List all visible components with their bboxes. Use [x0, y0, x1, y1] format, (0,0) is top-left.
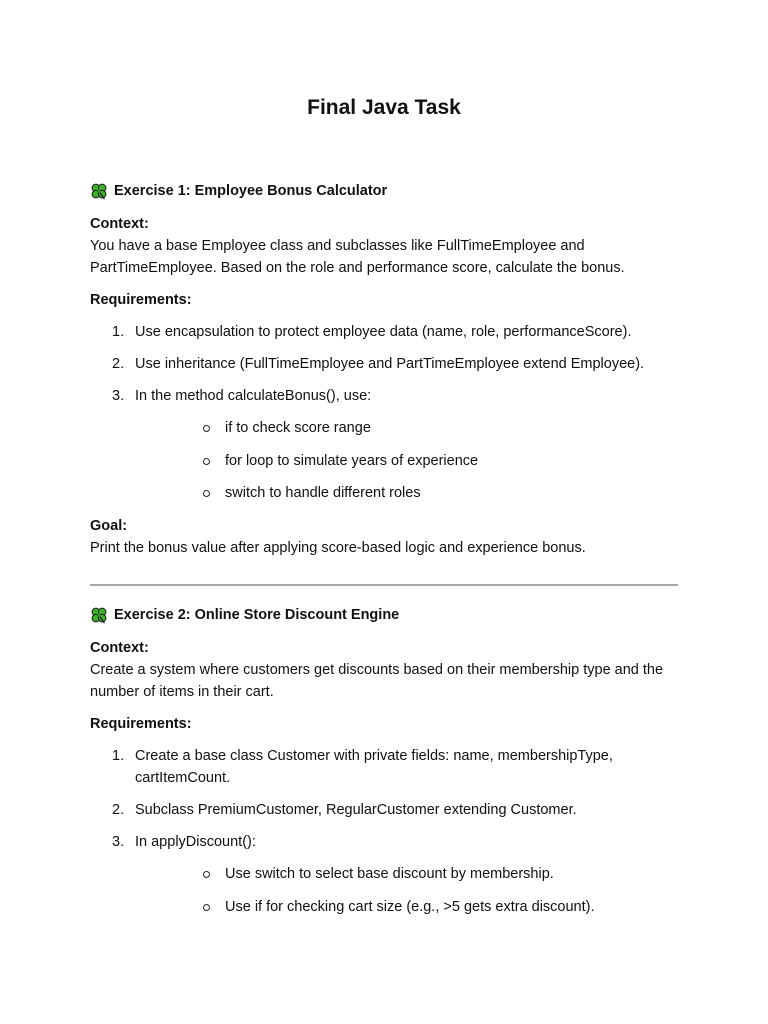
context-label: Context:: [90, 216, 149, 232]
exercise-1-title: Exercise 1: Employee Bonus Calculator: [114, 183, 388, 199]
sub-requirement-text: Use if for checking cart size (e.g., >5 gets extra discount).: [225, 898, 595, 915]
context-line: number of items in their cart.: [90, 684, 274, 700]
requirement-number: 1.: [112, 324, 125, 340]
goal-label: Goal:: [90, 517, 128, 534]
requirement-text: Create a base class Customer with private fields: name, membershipType,: [135, 748, 613, 764]
hollow-bullet-icon: [203, 490, 210, 497]
sub-requirement-text: if to check score range: [225, 420, 371, 436]
context-line: PartTimeEmployee. Based on the role and performance score, calculate the bonus.: [90, 260, 625, 276]
exercise-1-heading: [90, 180, 680, 202]
four-leaf-clover-icon: [90, 606, 108, 624]
requirement-item: [90, 799, 680, 821]
goal-text: Print the bonus value after applying score-based logic and experience bonus.: [90, 539, 586, 556]
requirement-item: [90, 385, 680, 504]
requirement-item: [90, 745, 680, 789]
exercise-1-section: [90, 180, 680, 559]
requirement-item: [90, 321, 680, 343]
requirements-list: [90, 321, 680, 504]
sub-requirement-text: switch to handle different roles: [225, 485, 421, 501]
sub-requirements-list: [135, 417, 680, 504]
exercise-2-heading: [90, 604, 680, 626]
requirement-text: Use encapsulation to protect employee data (name, role, performanceScore).: [135, 324, 632, 340]
requirement-text: In the method calculateBonus(), use:: [135, 388, 372, 404]
sub-requirement-item: [135, 417, 680, 439]
sub-requirement-text: Use switch to select base discount by membership.: [225, 866, 554, 882]
sub-requirement-item: [135, 863, 680, 885]
hollow-bullet-icon: [203, 458, 210, 465]
context-line: Create a system where customers get discounts based on their membership type and the: [90, 662, 664, 678]
exercise-2-section: [90, 604, 680, 928]
requirement-item: [90, 831, 680, 918]
requirement-text: In applyDiscount():: [135, 834, 256, 850]
four-leaf-clover-icon: [90, 182, 108, 200]
sub-requirement-text: for loop to simulate years of experience: [225, 452, 479, 469]
requirements-label: Requirements:: [90, 716, 192, 732]
page-title: Final Java Task: [307, 96, 461, 119]
hollow-bullet-icon: [203, 904, 210, 911]
requirement-number: 2.: [112, 802, 125, 818]
exercise-2-title: Exercise 2: Online Store Discount Engine: [114, 607, 400, 623]
requirement-text-continued: cartItemCount.: [135, 770, 231, 786]
context-line: You have a base Employee class and subclasses like FullTimeEmployee and: [90, 238, 585, 254]
sub-requirements-list: [135, 863, 680, 918]
hollow-bullet-icon: [203, 871, 210, 878]
requirements-list: [90, 745, 680, 918]
requirement-number: 2.: [112, 356, 125, 372]
requirement-number: 3.: [112, 388, 125, 404]
requirement-number: 3.: [112, 834, 125, 850]
sub-requirement-item: [135, 896, 680, 918]
requirement-text: Use inheritance (FullTimeEmployee and PartTimeEmployee extend Employee).: [135, 356, 645, 372]
requirements-label: Requirements:: [90, 292, 192, 308]
context-label: Context:: [90, 640, 149, 656]
section-divider: [90, 584, 678, 586]
sub-requirement-item: [135, 482, 680, 504]
requirement-text: Subclass PremiumCustomer, RegularCustomer extending Customer.: [135, 802, 577, 818]
sub-requirement-item: [135, 450, 680, 472]
requirement-item: [90, 353, 680, 375]
hollow-bullet-icon: [203, 425, 210, 432]
requirement-number: 1.: [112, 748, 125, 764]
